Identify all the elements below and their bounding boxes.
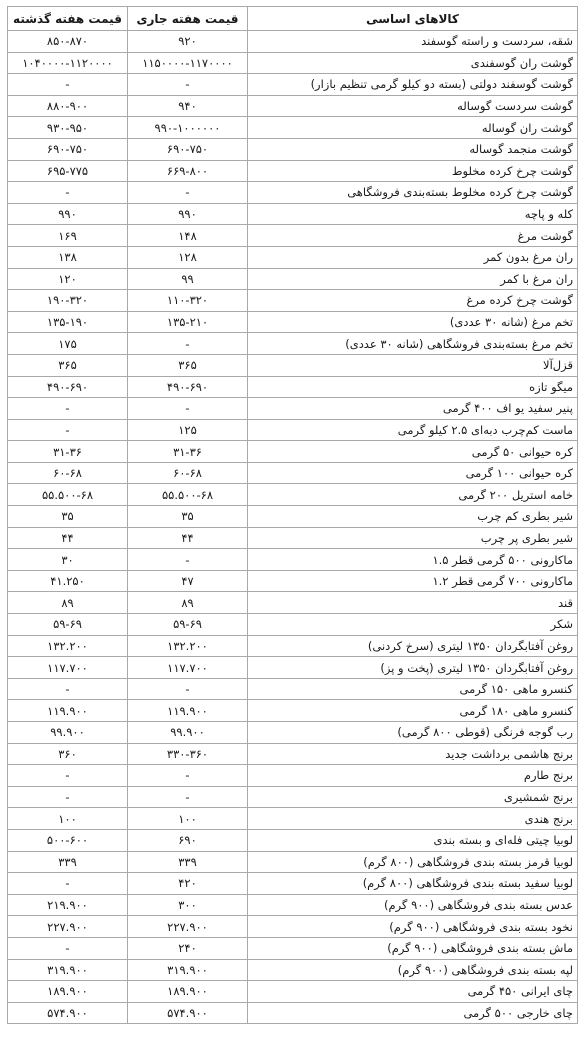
cell-previous-price: -	[8, 182, 128, 204]
cell-current-price: ۹۴۰	[128, 95, 248, 117]
table-row	[8, 700, 578, 722]
cell-previous-price: -	[8, 786, 128, 808]
cell-item: گوشت ران گوسفندی	[248, 52, 578, 74]
cell-current-price: ۶۰-۶۸	[128, 462, 248, 484]
cell-previous-price: ۱۰۴۰۰۰۰-۱۱۲۰۰۰۰	[8, 52, 128, 74]
table-row	[8, 829, 578, 851]
cell-previous-price: ۱۱۹.۹۰۰	[8, 700, 128, 722]
cell-previous-price: ۵۹-۶۹	[8, 614, 128, 636]
cell-current-price: -	[128, 678, 248, 700]
cell-previous-price: ۸۹	[8, 592, 128, 614]
table-row	[8, 786, 578, 808]
cell-previous-price: ۱۱۷.۷۰۰	[8, 657, 128, 679]
cell-previous-price: ۶۰-۶۸	[8, 462, 128, 484]
table-row	[8, 678, 578, 700]
table-row	[8, 1002, 578, 1024]
table-row	[8, 873, 578, 895]
cell-item: شکر	[248, 614, 578, 636]
cell-item: نخود بسته بندی فروشگاهی (۹۰۰ گرم)	[248, 916, 578, 938]
table-row	[8, 31, 578, 53]
cell-current-price: -	[128, 786, 248, 808]
cell-current-price: ۹۹۰	[128, 203, 248, 225]
table-body	[8, 31, 578, 1024]
cell-current-price: -	[128, 182, 248, 204]
cell-item: گوشت گوسفند دولتی (بسته دو کیلو گرمی تنظیم بازار)	[248, 74, 578, 96]
table-row	[8, 203, 578, 225]
cell-item: شقه، سردست و راسته گوسفند	[248, 31, 578, 53]
header-current-week: قیمت هفته جاری	[128, 7, 248, 31]
table-row	[8, 743, 578, 765]
cell-item: قند	[248, 592, 578, 614]
cell-previous-price: ۱۳۸	[8, 246, 128, 268]
cell-previous-price: -	[8, 765, 128, 787]
cell-item: شیر بطری کم چرب	[248, 506, 578, 528]
cell-current-price: ۳۱-۳۶	[128, 441, 248, 463]
cell-item: قزل‌آلا	[248, 354, 578, 376]
table-row	[8, 333, 578, 355]
table-row	[8, 657, 578, 679]
cell-previous-price: ۲۲۷.۹۰۰	[8, 916, 128, 938]
cell-item: برنج طارم	[248, 765, 578, 787]
table-row	[8, 981, 578, 1003]
table-row	[8, 376, 578, 398]
cell-previous-price: ۴۱.۲۵۰	[8, 570, 128, 592]
table-row	[8, 398, 578, 420]
cell-previous-price: ۳۱۹.۹۰۰	[8, 959, 128, 981]
cell-current-price: ۳۰۰	[128, 894, 248, 916]
table-row	[8, 851, 578, 873]
cell-previous-price: ۱۳۵-۱۹۰	[8, 311, 128, 333]
cell-current-price: ۱۳۲.۲۰۰	[128, 635, 248, 657]
cell-previous-price: ۱۶۹	[8, 225, 128, 247]
cell-current-price: ۱۲۵	[128, 419, 248, 441]
cell-current-price: ۵۹-۶۹	[128, 614, 248, 636]
cell-current-price: -	[128, 765, 248, 787]
cell-previous-price: ۶۹۵-۷۷۵	[8, 160, 128, 182]
table-row	[8, 354, 578, 376]
cell-current-price: ۹۹.۹۰۰	[128, 722, 248, 744]
table-row	[8, 570, 578, 592]
cell-current-price: ۱۴۸	[128, 225, 248, 247]
cell-previous-price: ۱۰۰	[8, 808, 128, 830]
cell-previous-price: ۵۵.۵۰۰-۶۸	[8, 484, 128, 506]
table-row	[8, 419, 578, 441]
cell-previous-price: ۹۹.۹۰۰	[8, 722, 128, 744]
cell-previous-price: ۱۳۲.۲۰۰	[8, 635, 128, 657]
cell-previous-price: ۸۸۰-۹۰۰	[8, 95, 128, 117]
cell-current-price: ۱۳۵-۲۱۰	[128, 311, 248, 333]
table-row	[8, 614, 578, 636]
price-table	[7, 6, 578, 1024]
table-row	[8, 506, 578, 528]
cell-item: گوشت چرخ کرده مرغ	[248, 290, 578, 312]
cell-item: ماش بسته بندی فروشگاهی (۹۰۰ گرم)	[248, 937, 578, 959]
cell-current-price: ۶۶۹-۸۰۰	[128, 160, 248, 182]
cell-current-price: ۶۹۰	[128, 829, 248, 851]
table-row	[8, 894, 578, 916]
cell-item: کره حیوانی ۵۰ گرمی	[248, 441, 578, 463]
cell-previous-price: -	[8, 937, 128, 959]
cell-previous-price: ۹۹۰	[8, 203, 128, 225]
cell-current-price: ۵۵.۵۰۰-۶۸	[128, 484, 248, 506]
cell-current-price: ۳۳۹	[128, 851, 248, 873]
cell-current-price: -	[128, 398, 248, 420]
cell-current-price: ۳۱۹.۹۰۰	[128, 959, 248, 981]
cell-item: عدس بسته بندی فروشگاهی (۹۰۰ گرم)	[248, 894, 578, 916]
cell-previous-price: -	[8, 419, 128, 441]
cell-current-price: ۳۳۰-۳۶۰	[128, 743, 248, 765]
cell-item: لپه بسته بندی فروشگاهی (۹۰۰ گرم)	[248, 959, 578, 981]
cell-current-price: ۵۷۴.۹۰۰	[128, 1002, 248, 1024]
cell-previous-price: ۸۵۰-۸۷۰	[8, 31, 128, 53]
cell-current-price: ۱۲۸	[128, 246, 248, 268]
cell-current-price: -	[128, 74, 248, 96]
cell-item: کله و پاچه	[248, 203, 578, 225]
table-row	[8, 311, 578, 333]
cell-item: ماست کم‌چرب دبه‌ای ۲.۵ کیلو گرمی	[248, 419, 578, 441]
cell-item: لوبیا قرمز بسته بندی فروشگاهی (۸۰۰ گرم)	[248, 851, 578, 873]
cell-previous-price: ۳۳۹	[8, 851, 128, 873]
cell-previous-price: -	[8, 74, 128, 96]
cell-item: برنج هاشمی برداشت جدید	[248, 743, 578, 765]
cell-current-price: ۱۱۵۰۰۰۰-۱۱۷۰۰۰۰	[128, 52, 248, 74]
cell-item: برنج شمشیری	[248, 786, 578, 808]
cell-item: ماکارونی ۵۰۰ گرمی قطر ۱.۵	[248, 549, 578, 571]
cell-current-price: -	[128, 549, 248, 571]
table-row	[8, 937, 578, 959]
table-row	[8, 722, 578, 744]
table-row	[8, 182, 578, 204]
cell-current-price: ۹۲۰	[128, 31, 248, 53]
cell-item: رب گوجه فرنگی (قوطی ۸۰۰ گرمی)	[248, 722, 578, 744]
cell-current-price: ۴۷	[128, 570, 248, 592]
cell-current-price: ۹۹	[128, 268, 248, 290]
cell-item: تخم مرغ (شانه ۳۰ عددی)	[248, 311, 578, 333]
table-row	[8, 225, 578, 247]
cell-item: گوشت سردست گوساله	[248, 95, 578, 117]
cell-item: روغن آفتابگردان ۱۳۵۰ لیتری (سرخ کردنی)	[248, 635, 578, 657]
cell-item: گوشت مرغ	[248, 225, 578, 247]
cell-current-price: ۳۶۵	[128, 354, 248, 376]
cell-item: شیر بطری پر چرب	[248, 527, 578, 549]
cell-item: گوشت منجمد گوساله	[248, 138, 578, 160]
table-row	[8, 138, 578, 160]
cell-item: تخم مرغ بسته‌بندی فروشگاهی (شانه ۳۰ عددی)	[248, 333, 578, 355]
cell-previous-price: ۴۹۰-۶۹۰	[8, 376, 128, 398]
cell-previous-price: ۳۱-۳۶	[8, 441, 128, 463]
table-row	[8, 592, 578, 614]
cell-previous-price: ۵۷۴.۹۰۰	[8, 1002, 128, 1024]
cell-previous-price: ۶۹۰-۷۵۰	[8, 138, 128, 160]
table-row	[8, 52, 578, 74]
table-row	[8, 549, 578, 571]
header-item: کالاهای اساسی	[248, 7, 578, 31]
cell-previous-price: ۱۹۰-۳۲۰	[8, 290, 128, 312]
cell-item: چای خارجی ۵۰۰ گرمی	[248, 1002, 578, 1024]
cell-current-price: ۱۱۷.۷۰۰	[128, 657, 248, 679]
table-row	[8, 635, 578, 657]
table-row	[8, 117, 578, 139]
cell-previous-price: ۳۰	[8, 549, 128, 571]
cell-previous-price: ۱۷۵	[8, 333, 128, 355]
cell-item: ران مرغ با کمر	[248, 268, 578, 290]
cell-current-price: ۹۹۰-۱۰۰۰۰۰۰	[128, 117, 248, 139]
cell-previous-price: -	[8, 873, 128, 895]
cell-current-price: ۱۱۹.۹۰۰	[128, 700, 248, 722]
cell-previous-price: ۹۳۰-۹۵۰	[8, 117, 128, 139]
table-row	[8, 441, 578, 463]
table-row	[8, 808, 578, 830]
cell-item: گوشت چرخ کرده مخلوط	[248, 160, 578, 182]
cell-current-price: ۱۱۰-۳۲۰	[128, 290, 248, 312]
cell-item: لوبیا چیتی فله‌ای و بسته بندی	[248, 829, 578, 851]
table-row	[8, 246, 578, 268]
cell-current-price: ۲۴۰	[128, 937, 248, 959]
cell-item: برنج هندی	[248, 808, 578, 830]
cell-item: خامه استریل ۲۰۰ گرمی	[248, 484, 578, 506]
table-row	[8, 484, 578, 506]
cell-current-price: ۴۲۰	[128, 873, 248, 895]
cell-previous-price: ۳۶۵	[8, 354, 128, 376]
table-row	[8, 160, 578, 182]
cell-item: چای ایرانی ۴۵۰ گرمی	[248, 981, 578, 1003]
cell-previous-price: ۱۲۰	[8, 268, 128, 290]
cell-item: کنسرو ماهی ۱۵۰ گرمی	[248, 678, 578, 700]
table-row	[8, 462, 578, 484]
cell-previous-price: ۵۰۰-۶۰۰	[8, 829, 128, 851]
cell-item: روغن آفتابگردان ۱۳۵۰ لیتری (پخت و پز)	[248, 657, 578, 679]
cell-item: ران مرغ بدون کمر	[248, 246, 578, 268]
table-row	[8, 765, 578, 787]
cell-previous-price: ۳۶۰	[8, 743, 128, 765]
table-row	[8, 916, 578, 938]
cell-item: لوبیا سفید بسته بندی فروشگاهی (۸۰۰ گرم)	[248, 873, 578, 895]
cell-current-price: ۶۹۰-۷۵۰	[128, 138, 248, 160]
cell-current-price: ۱۰۰	[128, 808, 248, 830]
cell-previous-price: -	[8, 678, 128, 700]
table-header-row	[8, 7, 578, 31]
table-row	[8, 959, 578, 981]
cell-previous-price: ۳۵	[8, 506, 128, 528]
cell-previous-price: -	[8, 398, 128, 420]
cell-current-price: ۳۵	[128, 506, 248, 528]
cell-current-price: -	[128, 333, 248, 355]
cell-item: کنسرو ماهی ۱۸۰ گرمی	[248, 700, 578, 722]
cell-item: میگو تازه	[248, 376, 578, 398]
cell-current-price: ۴۹۰-۶۹۰	[128, 376, 248, 398]
cell-current-price: ۲۲۷.۹۰۰	[128, 916, 248, 938]
table-row	[8, 74, 578, 96]
cell-current-price: ۴۴	[128, 527, 248, 549]
cell-item: گوشت ران گوساله	[248, 117, 578, 139]
table-row	[8, 95, 578, 117]
cell-item: کره حیوانی ۱۰۰ گرمی	[248, 462, 578, 484]
cell-previous-price: ۴۴	[8, 527, 128, 549]
cell-current-price: ۸۹	[128, 592, 248, 614]
cell-item: پنیر سفید یو اف ۴۰۰ گرمی	[248, 398, 578, 420]
cell-item: گوشت چرخ کرده مخلوط بسته‌بندی فروشگاهی	[248, 182, 578, 204]
table-row	[8, 527, 578, 549]
table-row	[8, 268, 578, 290]
cell-item: ماکارونی ۷۰۰ گرمی قطر ۱.۲	[248, 570, 578, 592]
cell-previous-price: ۱۸۹.۹۰۰	[8, 981, 128, 1003]
cell-previous-price: ۲۱۹.۹۰۰	[8, 894, 128, 916]
table-row	[8, 290, 578, 312]
cell-current-price: ۱۸۹.۹۰۰	[128, 981, 248, 1003]
header-previous-week: قیمت هفته گذشته	[8, 7, 128, 31]
